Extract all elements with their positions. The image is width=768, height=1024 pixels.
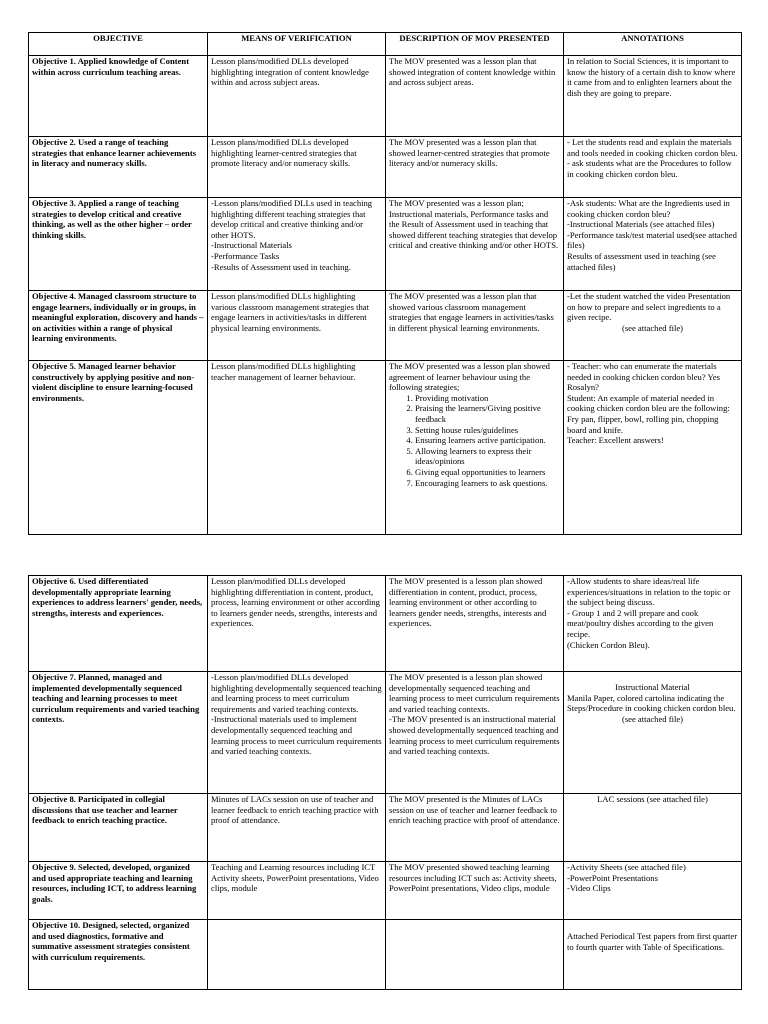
objective-cell: [29, 794, 208, 862]
means-text: Lesson plans/modified DLLs developed highlighting integration of content knowledge within and across subject areas.: [211, 56, 369, 88]
objective-cell: [29, 672, 208, 794]
annotation-text: Fry pan, flipper, bowl, rolling pin, chopping board and knife.: [567, 413, 719, 435]
list-item: 6. Giving equal opportunities to learners: [415, 467, 560, 478]
objective-text: Objective 10. Designed, selected, organized and used diagnostics, formative and summative assessment strategies consistent with curriculum requirements.: [32, 920, 190, 962]
description-cell: [386, 198, 564, 291]
list-item: 5. Allowing learners to express their ideas/opinions: [415, 446, 560, 467]
annotations-cell: [564, 672, 742, 794]
objectives-table-page-1: [28, 32, 742, 535]
means-text: Teaching and Learning resources including ICT: [211, 862, 376, 872]
objective-text: Objective 7. Planned, managed and implemented developmentally sequenced teaching and learning processes to meet curriculum requirements and varied teaching contexts.: [32, 672, 200, 725]
header-objective: OBJECTIVE: [29, 33, 208, 56]
description-text: The MOV presented is the Minutes of LACs session on use of teacher and learner feedback to enrich teaching practice with proof of attendance.: [389, 794, 560, 826]
annotations-cell: [564, 291, 742, 361]
list-item: 2. Praising the learners/Giving positive feedback: [415, 403, 560, 424]
means-text: Lesson plans/modified DLLs highlighting teacher management of learner behaviour.: [211, 361, 356, 382]
description-text: The MOV presented was a lesson plan that showed various classroom management strategies that engage learners in activities/tasks in different physical learning environments.: [389, 291, 554, 333]
description-text: The MOV presented was a lesson plan that showed learner-centred strategies that promote literacy and/or numeracy skills.: [389, 137, 550, 169]
annotations-cell: [564, 137, 742, 198]
means-cell: [208, 361, 386, 535]
description-cell: [386, 672, 564, 794]
means-text: Minutes of LACs session on use of teacher and learner feedback to enrich teaching practice with proof of attendance.: [211, 794, 379, 826]
annotation-text: In relation to Social Sciences, it is important to know the history of a certain dish to know where it came from and to enlighten learners about the dish they are going to prepare.: [567, 56, 736, 98]
annotation-text: -Instructional Materials (see attached files): [567, 219, 715, 230]
annotation-text: Instructional Material: [615, 682, 690, 692]
strategy-list: [389, 393, 560, 488]
table-row: [29, 794, 742, 862]
description-text: The MOV presented was a lesson plan that showed integration of content knowledge within and across subject areas.: [389, 56, 556, 88]
objectives-table-page-2: [28, 575, 742, 990]
annotations-cell: [564, 862, 742, 920]
annotation-text: Teacher: Excellent answers!: [567, 435, 664, 446]
annotations-cell: [564, 794, 742, 862]
objective-text: Objective 5. Managed learner behavior constructively by applying positive and non-violent discipline to ensure learning-focused environments.: [32, 361, 195, 403]
objective-text: Objective 6. Used differentiated developmentally appropriate learning experiences to address learners' gender, needs, strengths, interests and experiences.: [32, 576, 203, 618]
annotation-text: - Teacher: who can enumerate the materials needed in cooking chicken cordon bleu? Yes Rosalyn?: [567, 361, 720, 393]
description-cell: [386, 862, 564, 920]
annotation-text: - Group 1 and 2 will prepare and cook meat/poultry dishes according to the given recipe.: [567, 607, 714, 639]
objective-cell: [29, 361, 208, 535]
objective-cell: [29, 198, 208, 291]
means-text: -Instructional Materials: [211, 240, 292, 251]
objective-text: Objective 2. Used a range of teaching strategies that enhance learner achievements in literacy and numeracy skills.: [32, 137, 197, 169]
annotation-text: Results of assessment used in teaching (see attached files): [567, 250, 716, 272]
table-header-row: [29, 33, 742, 56]
annotation-text: -PowerPoint Presentations: [567, 872, 658, 883]
objective-text: Objective 4. Managed classroom structure to engage learners, individually or in groups, in meaningful exploration, discovery and hands – on activities within a range of physical learning environments.: [32, 291, 204, 344]
annotation-text: LAC sessions (see attached file): [597, 794, 708, 804]
annotation-text: -Performance task/test material used(see attached files): [567, 229, 737, 251]
means-text: -Results of Assessment used in teaching.: [211, 261, 351, 272]
means-text: -Lesson plans/modified DLLs used in teaching highlighting different teaching strategies that develop critical and creative thinking and/or other HOTS.: [211, 198, 373, 240]
annotations-cell: [564, 920, 742, 990]
means-cell: [208, 137, 386, 198]
annotation-text: - ask students what are the Procedures to follow in cooking chicken cordon bleu.: [567, 158, 732, 179]
header-description-of-mov: DESCRIPTION OF MOV PRESENTED: [386, 33, 564, 56]
annotation-text: (see attached file): [621, 322, 684, 333]
table-row: [29, 137, 742, 198]
means-cell: [208, 198, 386, 291]
annotations-cell: [564, 198, 742, 291]
description-text: The MOV presented is a lesson plan showed developmentally sequenced teaching and learning process to meet curriculum requirements and varied teaching contexts.: [389, 672, 560, 714]
description-text: The MOV presented was a lesson plan; Instructional materials, Performance tasks and the Result of Assessment used in teaching that showed different teaching strategies that develop critical and creative thinking and/or other HOTS.: [389, 198, 559, 251]
means-cell: [208, 672, 386, 794]
annotation-text: - Let the students read and explain the materials and tools needed in cooking chicken cordon bleu.: [567, 137, 738, 158]
objective-text: Objective 3. Applied a range of teaching strategies to develop critical and creative thinking, as well as the other higher – order thinking skills.: [32, 198, 192, 240]
table-row: [29, 672, 742, 794]
objective-text: Objective 8. Participated in collegial discussions that use teacher and learner feedback to enrich teaching practice.: [32, 794, 178, 826]
description-text: The MOV presented showed teaching learning resources including ICT such as: Activity sheets, PowerPoint presentations, Video clips, module: [389, 862, 557, 894]
means-text: Activity sheets, PowerPoint presentations, Video clips, module: [211, 872, 379, 894]
header-annotations: ANNOTATIONS: [564, 33, 742, 56]
table-row: [29, 198, 742, 291]
means-cell: [208, 794, 386, 862]
description-cell: [386, 361, 564, 535]
annotation-text: Student: An example of material needed in cooking chicken cordon bleu are the following:: [567, 392, 730, 414]
annotations-cell: [564, 361, 742, 535]
objective-text: Objective 1. Applied knowledge of Content within across curriculum teaching areas.: [32, 56, 190, 77]
means-text: -Performance Tasks: [211, 250, 280, 261]
description-text: -The MOV presented is an instructional material showed developmentally sequenced teaching and learning process to meet curriculum requirements and varied teaching contexts.: [389, 714, 560, 757]
objective-text: Objective 9. Selected, developed, organized and used appropriate teaching and learning resources, including ICT, to address learning goals.: [32, 862, 197, 904]
annotation-text: -Let the student watched the video Presentation on how to prepare and select ingredients to a given recipe.: [567, 291, 731, 323]
table-row: [29, 576, 742, 672]
header-means-of-verification: MEANS OF VERIFICATION: [208, 33, 386, 56]
table-row: [29, 291, 742, 361]
means-text: Lesson plans/modified DLLs highlighting various classroom management strategies that engage learners in activities/tasks in different physical learning environments.: [211, 291, 369, 333]
annotation-text: -Ask students: What are the Ingredients used in cooking chicken cordon bleu?: [567, 198, 730, 219]
list-item: 4. Ensuring learners active participation.: [415, 435, 560, 446]
objective-cell: [29, 576, 208, 672]
means-text: Lesson plans/modified DLLs developed highlighting learner-centred strategies that promote literacy and/or numeracy skills.: [211, 137, 357, 169]
annotation-text: -Allow students to share ideas/real life experiences/situations in relation to the topic or the subject being discuss.: [567, 576, 731, 608]
table-row: [29, 361, 742, 535]
means-cell: [208, 576, 386, 672]
table-row: [29, 56, 742, 137]
annotation-text: Attached Periodical Test papers from first quarter to fourth quarter with Table of Specifications.: [567, 931, 738, 952]
annotation-text: -Video Clips: [567, 883, 611, 894]
objective-cell: [29, 137, 208, 198]
table-row: [29, 862, 742, 920]
description-text: The MOV presented is a lesson plan showed differentiation in content, product, process, learning environment or other according to learners gender needs, strengths, interests and experiences.: [389, 576, 547, 629]
annotations-cell: [564, 576, 742, 672]
means-text: -Lesson plan/modified DLLs developed highlighting developmentally sequenced teaching and learning process to meet curriculum requirements and varied teaching contexts.: [211, 672, 382, 714]
description-text: The MOV presented was a lesson plan showed agreement of learner behaviour using the following strategies;: [389, 361, 550, 393]
means-cell: [208, 56, 386, 137]
means-cell: [208, 291, 386, 361]
annotation-text: (see attached file): [621, 713, 684, 724]
table-row: [29, 920, 742, 990]
description-cell: [386, 137, 564, 198]
objective-cell: [29, 920, 208, 990]
list-item: 7. Encouraging learners to ask questions.: [415, 478, 560, 489]
annotation-text: (Chicken Cordon Bleu).: [567, 639, 650, 650]
description-cell: [386, 576, 564, 672]
list-item: 1. Providing motivation: [415, 393, 560, 404]
means-cell: [208, 920, 386, 990]
description-cell: [386, 291, 564, 361]
means-cell: [208, 862, 386, 920]
objective-cell: [29, 56, 208, 137]
objective-cell: [29, 291, 208, 361]
description-cell: [386, 56, 564, 137]
description-cell: [386, 920, 564, 990]
means-text: -Instructional materials used to implement developmentally sequenced teaching and learning process to meet curriculum requirements and varied teaching contexts.: [211, 714, 382, 757]
list-item: 3. Setting house rules/guidelines: [415, 425, 560, 436]
annotation-text: -Activity Sheets (see attached file): [567, 862, 686, 872]
means-text: Lesson plan/modified DLLs developed highlighting differentiation in content, product, process, learning environment or other according to learners gender needs, strengths, interests and experiences.: [211, 576, 380, 629]
description-cell: [386, 794, 564, 862]
annotations-cell: [564, 56, 742, 137]
objective-cell: [29, 862, 208, 920]
annotation-text: Manila Paper, colored cartolina indicating the Steps/Procedure in cooking chicken cordon bleu.: [567, 692, 736, 714]
